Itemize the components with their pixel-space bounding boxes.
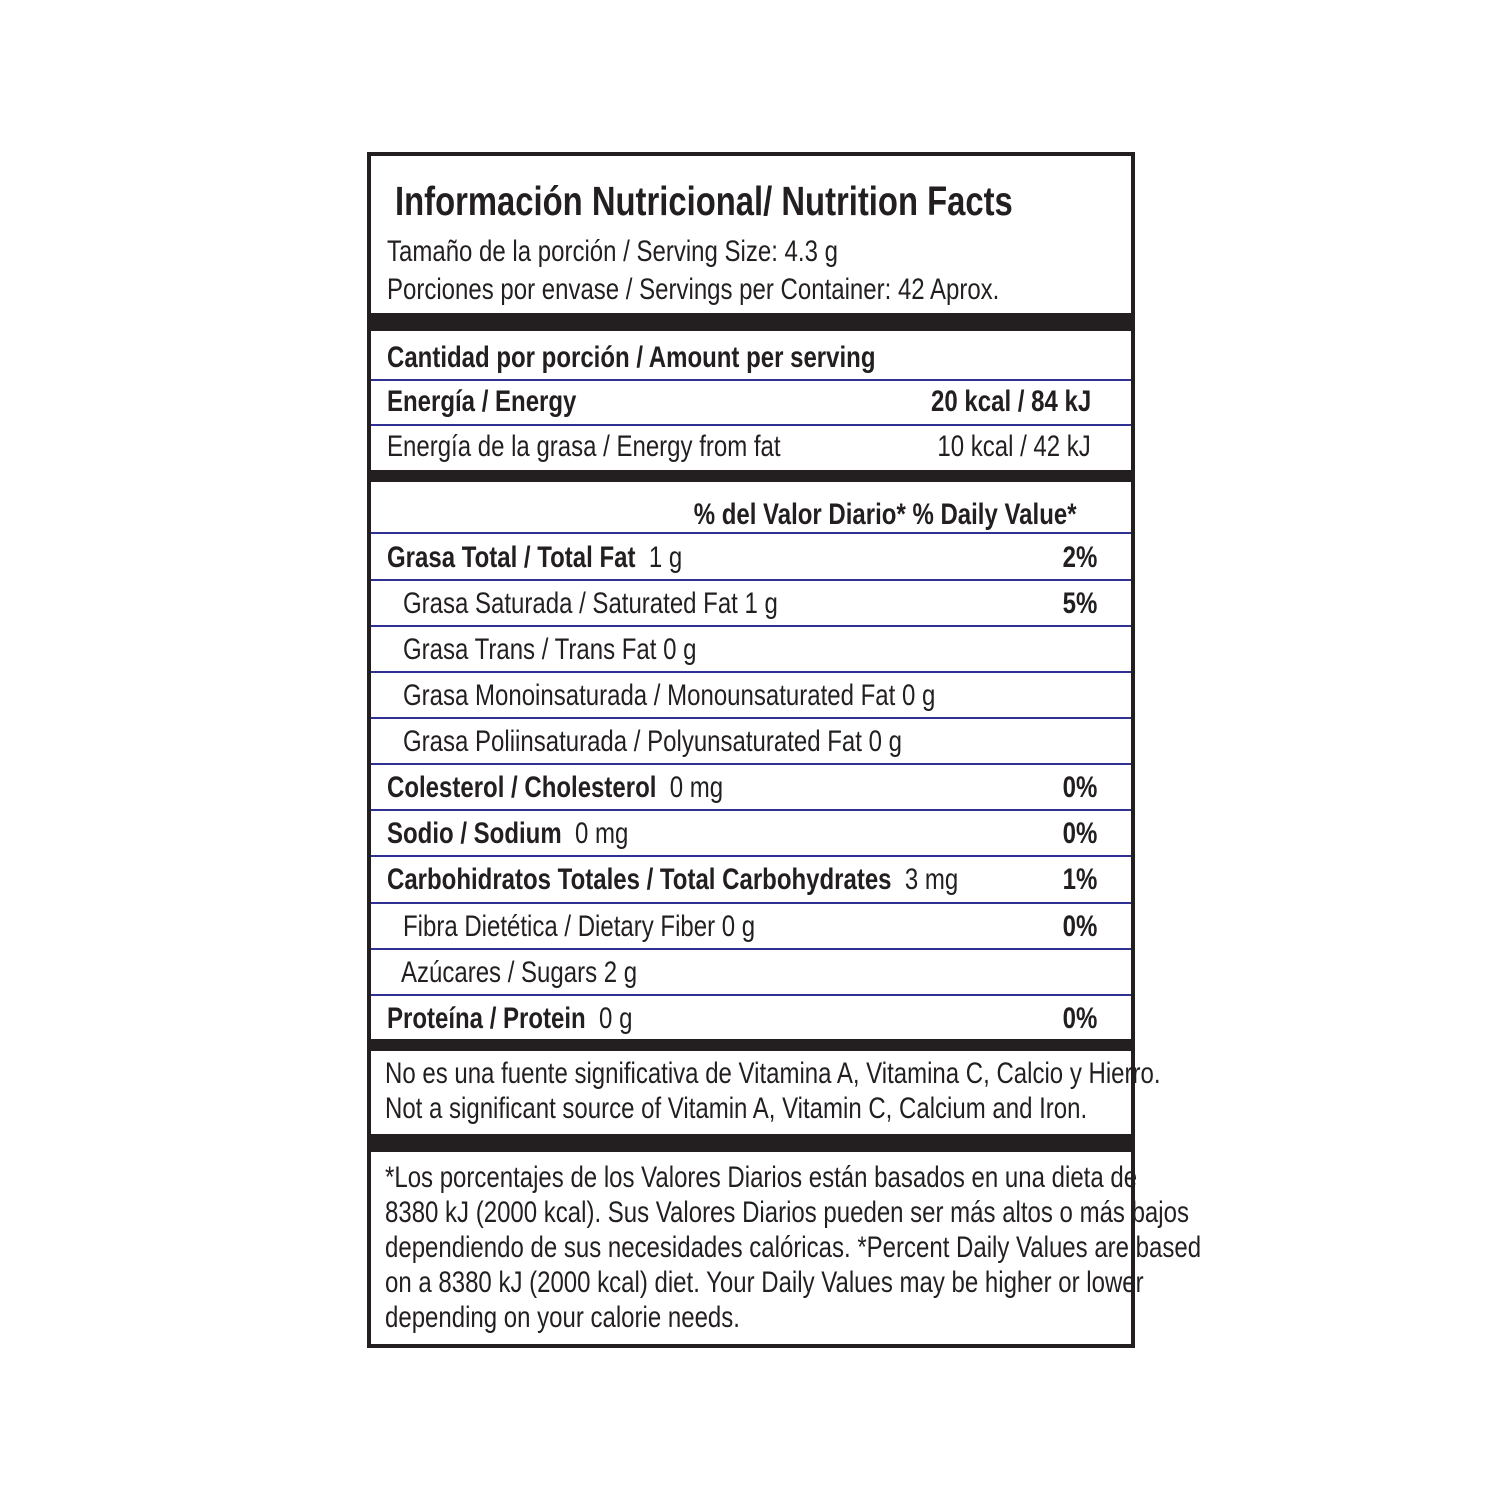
thick-divider bbox=[371, 313, 1131, 331]
thick-divider bbox=[371, 470, 1131, 482]
nutrient-amount: 0 g bbox=[599, 1002, 633, 1035]
nutrient-daily-value: 0% bbox=[1062, 910, 1097, 943]
nutrient-name: Grasa Trans / Trans Fat 0 g bbox=[403, 633, 697, 666]
footnote-line: dependiendo de sus necesidades calóricas. *Percent Daily Values are based bbox=[385, 1231, 1202, 1264]
nutrient-amount: 3 mg bbox=[904, 863, 959, 896]
nutrient-daily-value: 2% bbox=[1062, 541, 1097, 574]
vitamins-line-es: No es una fuente significativa de Vitamina A, Vitamina C, Calcio y Hierro. bbox=[385, 1057, 1161, 1090]
nutrient-daily-value: 1% bbox=[1062, 863, 1097, 896]
vitamins-statement bbox=[385, 1056, 1354, 1126]
nutrient-name: Fibra Dietética / Dietary Fiber 0 g bbox=[403, 910, 756, 943]
energy-fat-label: Energía de la grasa / Energy from fat bbox=[387, 430, 781, 463]
nutrient-name: Proteína / Protein bbox=[387, 1002, 586, 1035]
rule bbox=[371, 717, 1131, 719]
nutrient-amount: 1 g bbox=[648, 541, 683, 574]
nutrient-name: Grasa Saturada / Saturated Fat 1 g bbox=[403, 587, 778, 620]
rule bbox=[371, 855, 1131, 857]
nutrient-name: Carbohidratos Totales / Total Carbohydrates bbox=[387, 863, 892, 896]
nutrition-label bbox=[367, 152, 1202, 1348]
nutrient-name: Colesterol / Cholesterol bbox=[387, 771, 657, 804]
rule bbox=[371, 424, 1131, 426]
energy-value: 20 kcal / 84 kJ bbox=[930, 385, 1091, 418]
amount-per-serving-label: Cantidad por porción / Amount per serving bbox=[387, 341, 876, 374]
rule bbox=[371, 579, 1131, 581]
nutrient-daily-value: 0% bbox=[1062, 817, 1097, 850]
footnote-line: on a 8380 kJ (2000 kcal) diet. Your Daily Values may be higher or lower bbox=[385, 1266, 1144, 1299]
nutrient-name: Sodio / Sodium bbox=[387, 817, 562, 850]
nutrient-name: Grasa Poliinsaturada / Polyunsaturated Fat 0 g bbox=[403, 725, 902, 758]
nutrient-daily-value: 5% bbox=[1062, 587, 1097, 620]
servings-per-container: Porciones por envase / Servings per Container: 42 Aprox. bbox=[387, 273, 1000, 306]
rule bbox=[371, 948, 1131, 950]
footnote-line: 8380 kJ (2000 kcal). Sus Valores Diarios pueden ser más altos o más bajos bbox=[385, 1196, 1189, 1229]
energy-label: Energía / Energy bbox=[387, 385, 577, 418]
thick-divider bbox=[371, 1039, 1131, 1051]
nutrient-name: Grasa Total / Total Fat bbox=[387, 541, 636, 574]
rule bbox=[371, 671, 1131, 673]
nutrient-daily-value: 0% bbox=[1062, 1002, 1097, 1035]
nutrient-amount: 0 mg bbox=[669, 771, 724, 804]
rule bbox=[371, 532, 1131, 534]
vitamins-line-en: Not a significant source of Vitamin A, Vitamin C, Calcium and Iron. bbox=[385, 1092, 1088, 1125]
daily-value-header: % del Valor Diario* % Daily Value* bbox=[694, 498, 1077, 531]
nutrient-name: Azúcares / Sugars 2 g bbox=[401, 956, 638, 989]
thick-divider bbox=[371, 1134, 1131, 1152]
energy-fat-value: 10 kcal / 42 kJ bbox=[937, 430, 1091, 463]
label-title: Información Nutricional/ Nutrition Facts bbox=[395, 178, 1013, 224]
nutrient-name: Grasa Monoinsaturada / Monounsaturated Fat 0 g bbox=[403, 679, 936, 712]
serving-size: Tamaño de la porción / Serving Size: 4.3 g bbox=[387, 235, 838, 268]
rule bbox=[371, 763, 1131, 765]
nutrient-amount: 0 mg bbox=[575, 817, 629, 850]
label-title-row bbox=[371, 176, 1131, 226]
rule bbox=[371, 809, 1131, 811]
footnote-line: depending on your calorie needs. bbox=[385, 1301, 740, 1334]
rule bbox=[371, 625, 1131, 627]
rule bbox=[371, 994, 1131, 996]
daily-value-footnote bbox=[385, 1160, 1405, 1335]
nutrient-daily-value: 0% bbox=[1062, 771, 1097, 804]
rule bbox=[371, 379, 1131, 381]
footnote-line: *Los porcentajes de los Valores Diarios están basados en una dieta de bbox=[385, 1161, 1138, 1194]
rule bbox=[371, 902, 1131, 904]
